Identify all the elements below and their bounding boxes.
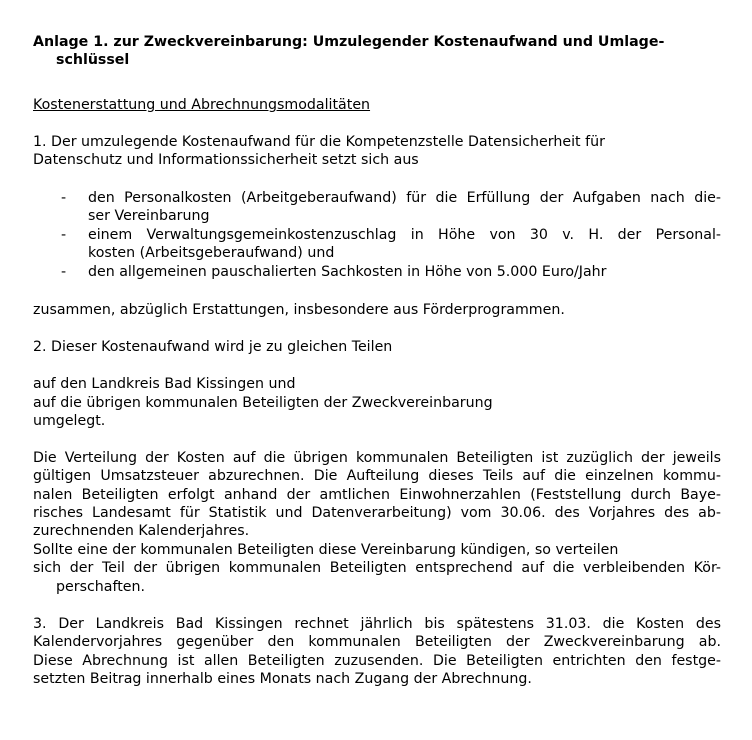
list-dash: -: [61, 190, 67, 206]
list-item-line-1: den allgemeinen pauschalierten Sachkosten in Höhe von 5.000 Euro/Jahr: [88, 264, 607, 280]
paragraph-line: setzten Beitrag innerhalb eines Monats nach Zugang der Abrechnung.: [33, 671, 532, 687]
list-item-line-1: den Personalkosten (Arbeitgeberaufwand) für die Erfüllung der Aufgaben nach die-: [88, 190, 721, 206]
paragraph-line: gültigen Umsatzsteuer abzurechnen. Die Aufteilung dieses Teils auf die einzelnen kommu-: [33, 468, 721, 484]
paragraph-line: Diese Abrechnung ist allen Beteiligten zuzusenden. Die Beteiligten entrichten den festge-: [33, 653, 721, 669]
para2-line-2: auf den Landkreis Bad Kissingen und: [33, 376, 296, 392]
paragraph-line: sich der Teil der übrigen kommunalen Beteiligten entsprechend auf die verbleibenden Kör-: [33, 560, 721, 576]
list-item-line-2: ser Vereinbarung: [88, 208, 210, 224]
section-heading: Kostenerstattung und Abrechnungsmodalitäten: [33, 97, 371, 113]
paragraph-line: Kalendervorjahres gegenüber den kommunalen Beteiligten der Zweckvereinbarung ab.: [33, 634, 721, 650]
para2-line-4: umgelegt.: [33, 413, 106, 429]
list-item-line-2: kosten (Arbeitsgeberaufwand) und: [88, 245, 335, 261]
list-item-line-1: einem Verwaltungsgemeinkostenzuschlag in Höhe von 30 v. H. der Personal-: [88, 227, 721, 243]
list-dash: -: [61, 227, 67, 243]
document-title-line-1: Anlage 1. zur Zweckvereinbarung: Umzulegender Kostenaufwand und Umlage-: [33, 34, 665, 50]
para2-line-1: 2. Dieser Kostenaufwand wird je zu gleichen Teilen: [33, 339, 393, 355]
paragraph-line: 3. Der Landkreis Bad Kissingen rechnet jährlich bis spätestens 31.03. die Kosten des: [33, 616, 721, 632]
paragraph-line: perschaften.: [56, 579, 145, 595]
paragraph-line: Die Verteilung der Kosten auf die übrigen kommunalen Beteiligten ist zuzüglich der jeweils: [33, 450, 721, 466]
paragraph-line: risches Landesamt für Statistik und Datenverarbeitung) vom 30.06. des Vorjahres des ab-: [33, 505, 721, 521]
paragraph-line: nalen Beteiligten erfolgt anhand der amtlichen Einwohnerzahlen (Feststellung durch Baye-: [33, 487, 721, 503]
para1-conclusion: zusammen, abzüglich Erstattungen, insbesondere aus Förderprogrammen.: [33, 302, 565, 318]
para1-line-2: Datenschutz und Informationssicherheit setzt sich aus: [33, 152, 419, 168]
para2-line-3: auf die übrigen kommunalen Beteiligten der Zweckvereinbarung: [33, 395, 493, 411]
document-title-line-2: schlüssel: [56, 52, 130, 68]
para1-line-1: 1. Der umzulegende Kostenaufwand für die Kompetenzstelle Datensicherheit für: [33, 134, 605, 150]
paragraph-line: Sollte eine der kommunalen Beteiligten diese Vereinbarung kündigen, so verteilen: [33, 542, 619, 558]
list-dash: -: [61, 264, 67, 280]
paragraph-line: zurechnenden Kalenderjahres.: [33, 523, 250, 539]
